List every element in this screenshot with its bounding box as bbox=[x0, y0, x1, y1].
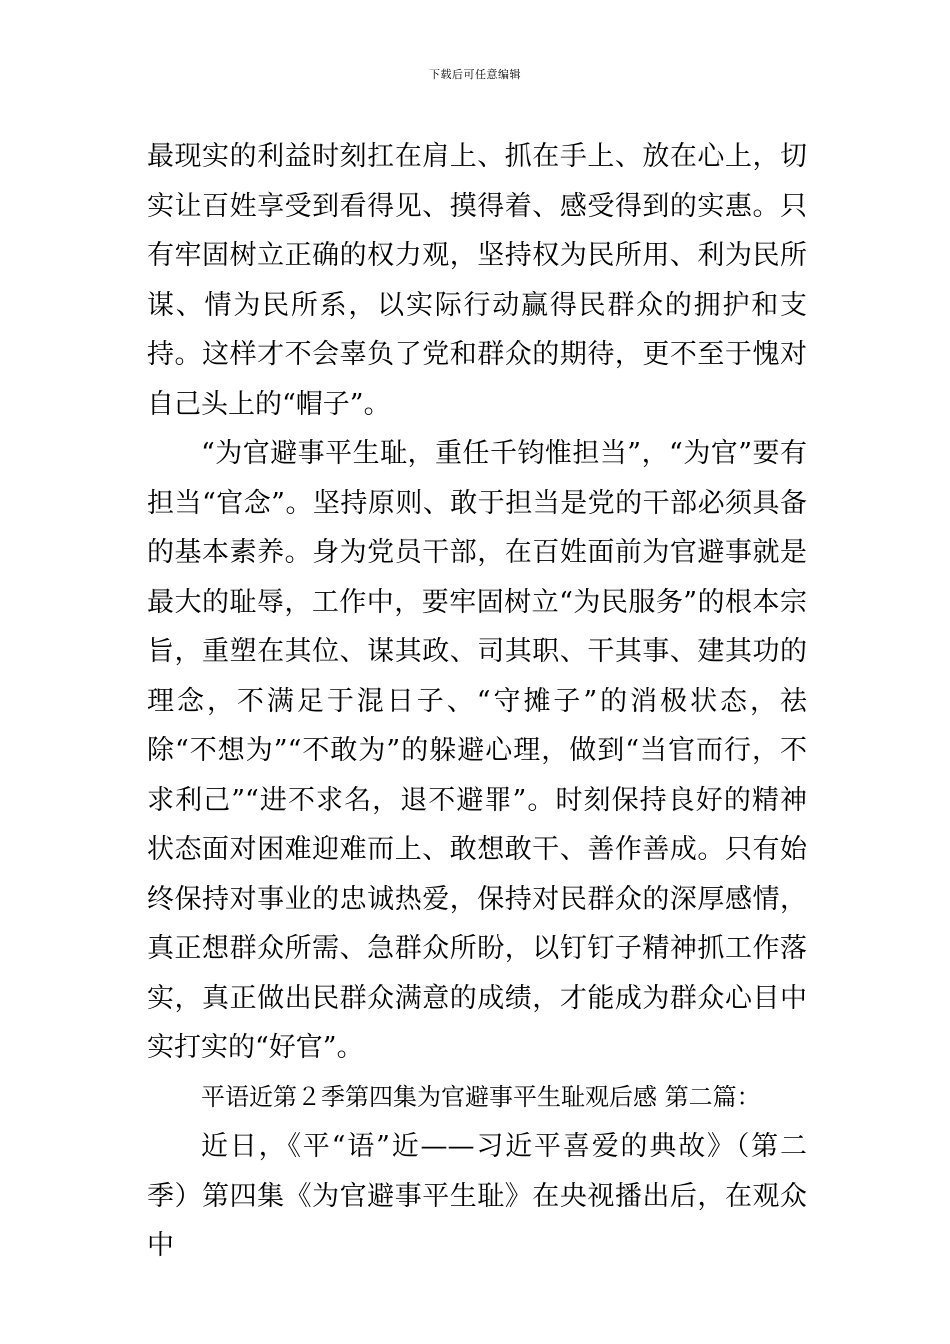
paragraph-3: 近日，《平“语”近——习近平喜爱的典故》（第二季）第四集《为官避事平生耻》在央视播出后，在观众中 bbox=[147, 1131, 807, 1261]
paragraph-1: 最现实的利益时刻扛在肩上、抓在手上、放在心上，切实让百姓享受到看得见、摸得着、感受得到的实惠。只有牢固树立正确的权力观，坚持权为民所用、利为民所谋、情为民所系，以实际行动赢得民群众的拥护和支持。这样才不会辜负了党和群众的期待，更不至于愧对自己头上的“帽子”。 bbox=[147, 141, 807, 420]
paragraph-2: “为官避事平生耻，重任千钧惟担当”，“为官”要有担当“官念”。坚持原则、敢于担当是党的干部必须具备的基本素养。身为党员干部，在百姓面前为官避事就是最大的耻辱，工作中，要牢固树立“为民服务”的根本宗旨，重塑在其位、谋其政、司其职、干其事、建其功的理念，不满足于混日子、“守摊子”的消极状态，祛除“不想为”“不敢为”的躲避心理，做到“当官而行，不求利己”“进不求名，退不避罪”。时刻保持良好的精神状态面对困难迎难而上、敢想敢干、善作善成。只有始终保持对事业的忠诚热爱，保持对民群众的深厚感情，真正想群众所需、急群众所盼，以钉钉子精神抓工作落实，真正做出民群众满意的成绩，才能成为群众心目中实打实的“好官”。 bbox=[147, 438, 807, 1063]
section-heading: 平语近第２季第四集为官避事平生耻观后感 第二篇： bbox=[201, 1082, 761, 1111]
page-header: 下载后可任意编辑 bbox=[429, 68, 521, 81]
document-body bbox=[147, 132, 807, 1271]
